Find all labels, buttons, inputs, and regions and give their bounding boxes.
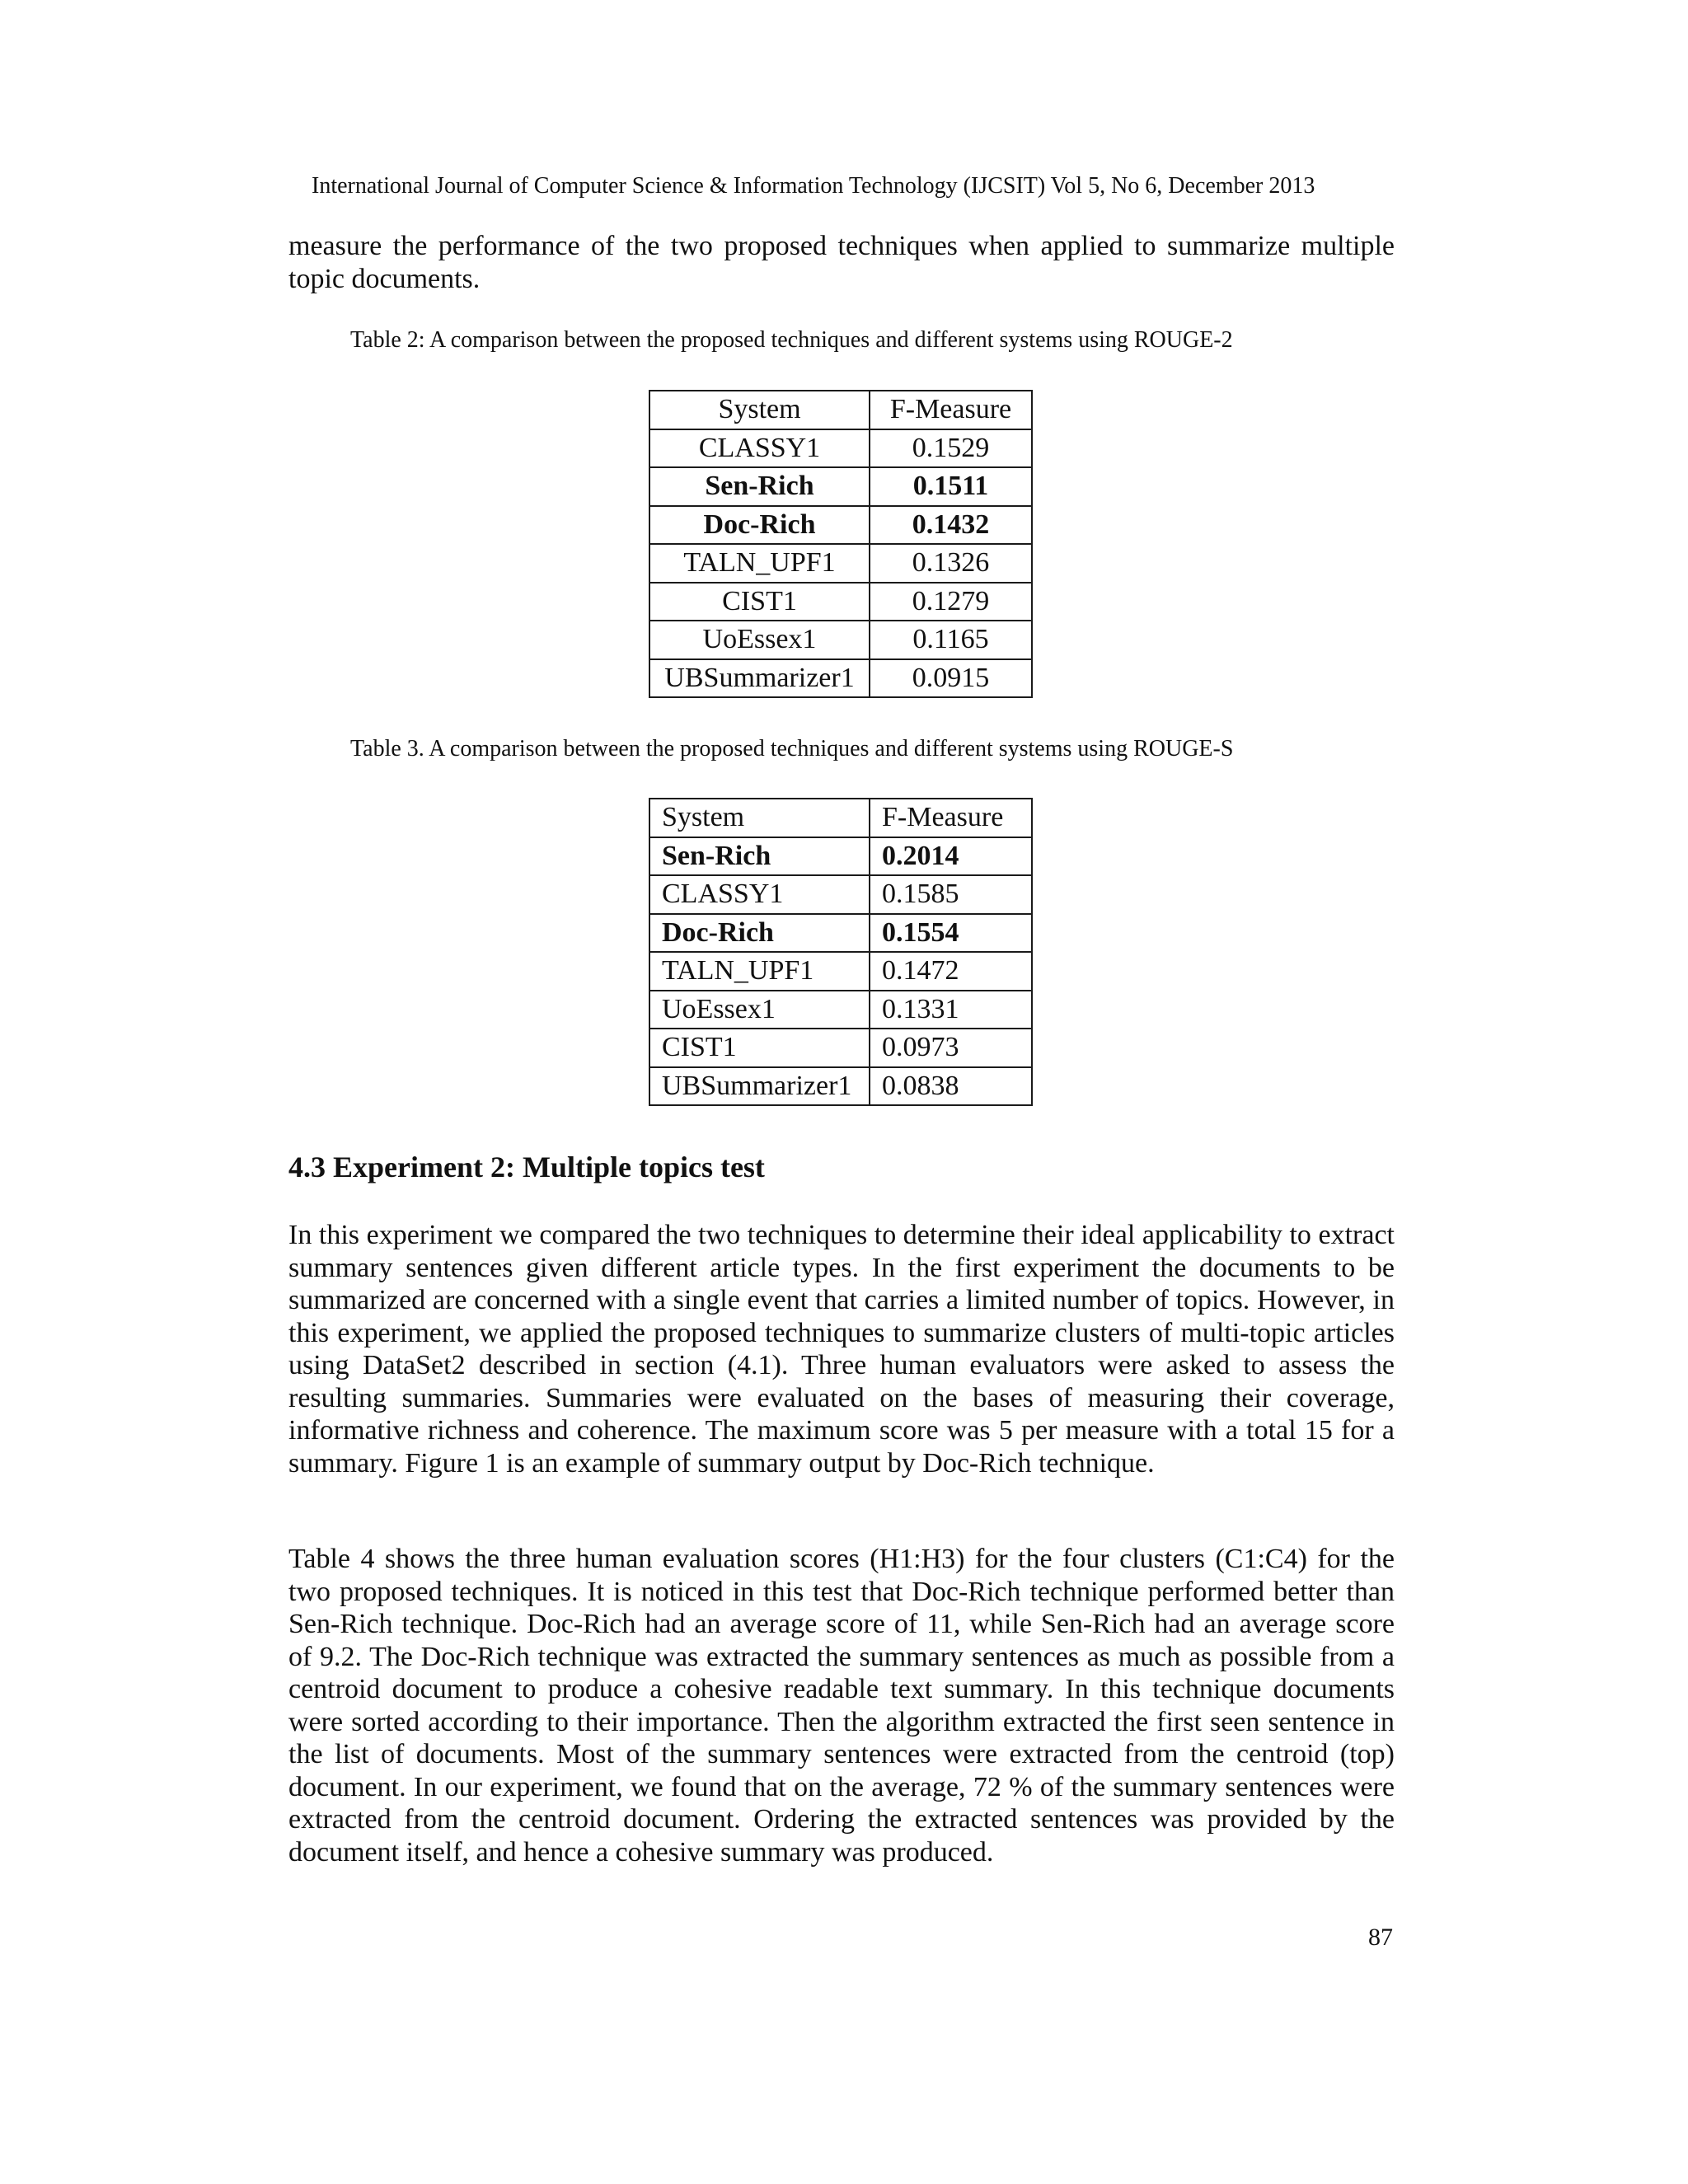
table3-row xyxy=(649,991,1032,1029)
table2-system-cell: CLASSY1 xyxy=(649,429,870,468)
table2-system-cell: UoEssex1 xyxy=(649,621,870,659)
table2-fmeasure-cell: 0.1432 xyxy=(870,506,1032,545)
table3-row xyxy=(649,1029,1032,1067)
table3-system-cell: Doc-Rich xyxy=(649,914,870,953)
paragraph-results-discussion: Table 4 shows the three human evaluation scores (H1:H3) for the four clusters (C1:C4) for the two proposed techniques. It is noticed in this test that Doc-Rich technique performed better than Sen-Rich technique. Doc-Rich had an average score of 11, while Sen-Rich had an average score of 9.2. The Doc-Rich technique was extracted the summary sentences as much as possible from a centroid document to produce a cohesive readable text summary. In this technique documents were sorted according to their importance. Then the algorithm extracted the first seen sentence in the list of documents. Most of the summary sentences were extracted from the centroid (top) document. In our experiment, we found that on the average, 72 % of the summary sentences were extracted from the centroid document. Ordering the extracted sentences was provided by the document itself, and hence a cohesive summary was produced. xyxy=(288,1544,1395,1868)
table2-fmeasure-cell: 0.1165 xyxy=(870,621,1032,659)
table3-system-cell: UBSummarizer1 xyxy=(649,1067,870,1106)
table2-caption: Table 2: A comparison between the proposed techniques and different systems using ROUGE-2 xyxy=(350,327,1233,353)
table3-system-cell: CLASSY1 xyxy=(649,875,870,914)
table3-header-fmeasure: F-Measure xyxy=(870,799,1032,837)
table2-header-row xyxy=(649,391,1032,429)
table2-system-cell: TALN_UPF1 xyxy=(649,544,870,583)
table3-system-cell: Sen-Rich xyxy=(649,837,870,876)
table3-fmeasure-cell: 0.1585 xyxy=(870,875,1032,914)
table3-fmeasure-cell: 0.0838 xyxy=(870,1067,1032,1106)
table2-row xyxy=(649,621,1032,659)
table3-header-row xyxy=(649,799,1032,837)
table3-caption: Table 3. A comparison between the proposed techniques and different systems using ROUGE-S xyxy=(350,736,1234,762)
table3-fmeasure-cell: 0.0973 xyxy=(870,1029,1032,1067)
table2-header-system: System xyxy=(649,391,870,429)
table2-row xyxy=(649,544,1032,583)
table2-row xyxy=(649,429,1032,468)
table3-fmeasure-cell: 0.1554 xyxy=(870,914,1032,953)
page-number: 87 xyxy=(1368,1924,1393,1951)
table3-row xyxy=(649,875,1032,914)
table3-fmeasure-cell: 0.1472 xyxy=(870,952,1032,991)
table3-row xyxy=(649,837,1032,876)
table2 xyxy=(649,390,1033,698)
table3 xyxy=(649,798,1033,1106)
table3-row xyxy=(649,952,1032,991)
table2-system-cell: UBSummarizer1 xyxy=(649,659,870,698)
table3-row xyxy=(649,1067,1032,1106)
table2-system-cell: Doc-Rich xyxy=(649,506,870,545)
table3-system-cell: UoEssex1 xyxy=(649,991,870,1029)
table3-row xyxy=(649,914,1032,953)
table3-fmeasure-cell: 0.2014 xyxy=(870,837,1032,876)
paragraph-experiment-description: In this experiment we compared the two techniques to determine their ideal applicability to extract summary sentences given different article types. In the first experiment the documents to be summarized are concerned with a single event that carries a limited number of topics. However, in this experiment, we applied the proposed techniques to summarize clusters of multi-topic articles using DataSet2 described in section (4.1). Three human evaluators were asked to assess the resulting summaries. Summaries were evaluated on the bases of measuring their coverage, informative richness and coherence. The maximum score was 5 per measure with a total 15 for a summary. Figure 1 is an example of summary output by Doc-Rich technique. xyxy=(288,1220,1395,1479)
table3-fmeasure-cell: 0.1331 xyxy=(870,991,1032,1029)
table2-row xyxy=(649,467,1032,506)
table2-row xyxy=(649,506,1032,545)
table2-fmeasure-cell: 0.1511 xyxy=(870,467,1032,506)
running-header: International Journal of Computer Science & Information Technology (IJCSIT) Vol 5, No 6, December 2013 xyxy=(312,173,1315,199)
table2-row xyxy=(649,659,1032,698)
table3-header-system: System xyxy=(649,799,870,837)
table2-header-fmeasure: F-Measure xyxy=(870,391,1032,429)
table2-row xyxy=(649,583,1032,621)
table2-fmeasure-cell: 0.1529 xyxy=(870,429,1032,468)
table2-fmeasure-cell: 0.1326 xyxy=(870,544,1032,583)
table2-system-cell: CIST1 xyxy=(649,583,870,621)
intro-paragraph: measure the performance of the two proposed techniques when applied to summarize multiple topic documents. xyxy=(288,231,1395,294)
table3-system-cell: CIST1 xyxy=(649,1029,870,1067)
section-heading: 4.3 Experiment 2: Multiple topics test xyxy=(288,1151,765,1183)
table2-fmeasure-cell: 0.1279 xyxy=(870,583,1032,621)
table2-fmeasure-cell: 0.0915 xyxy=(870,659,1032,698)
table3-system-cell: TALN_UPF1 xyxy=(649,952,870,991)
table2-system-cell: Sen-Rich xyxy=(649,467,870,506)
